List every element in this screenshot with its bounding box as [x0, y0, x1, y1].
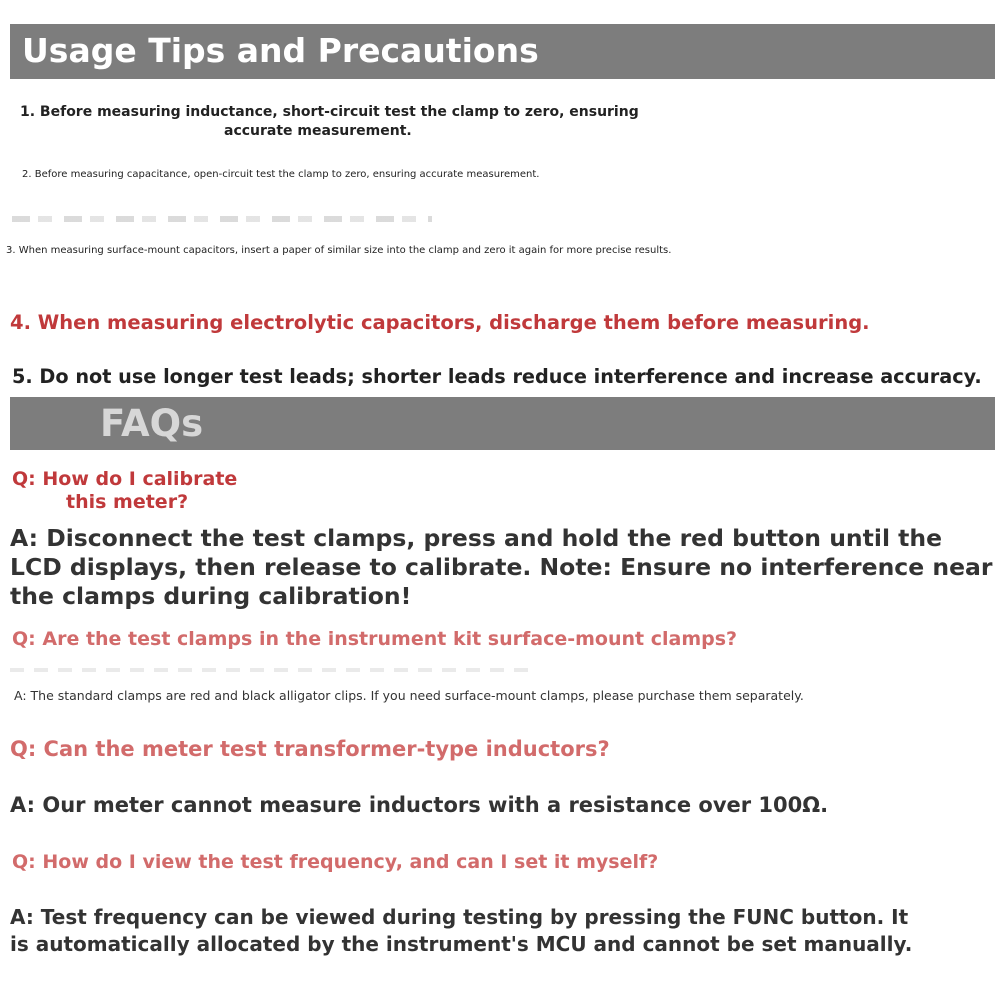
tip-5: 5. Do not use longer test leads; shorter leads reduce interference and increase accuracy. — [12, 365, 982, 388]
faq-answer-3: A: Our meter cannot measure inductors with a resistance over 100Ω. — [10, 793, 829, 817]
usage-title: Usage Tips and Precautions — [22, 31, 539, 70]
tip-1-line-2: accurate measurement. — [224, 123, 412, 139]
faq-answer-1-line-3: the clamps during calibration! — [10, 582, 412, 610]
faq-answer-4-line-2: is automatically allocated by the instrument's MCU and cannot be set manually. — [10, 932, 913, 956]
faq-question-2: Q: Are the test clamps in the instrument kit surface-mount clamps? — [12, 628, 738, 650]
faded-text-artifact-2 — [10, 668, 530, 672]
faq-question-4: Q: How do I view the test frequency, and can I set it myself? — [12, 851, 659, 873]
faq-title: FAQs — [100, 402, 204, 445]
faq-question-1-line-2: this meter? — [66, 491, 189, 513]
tip-3: 3. When measuring surface-mount capacitors, insert a paper of similar size into the clamp and zero it again for more precise results. — [6, 245, 672, 256]
faq-question-3: Q: Can the meter test transformer-type inductors? — [10, 737, 610, 761]
faq-question-1-line-1: Q: How do I calibrate — [12, 468, 238, 490]
tip-4: 4. When measuring electrolytic capacitors, discharge them before measuring. — [10, 311, 870, 334]
faded-text-artifact — [12, 216, 432, 222]
faq-answer-1-line-1: A: Disconnect the test clamps, press and hold the red button until the — [10, 524, 943, 552]
faq-answer-4-line-1: A: Test frequency can be viewed during testing by pressing the FUNC button. It — [10, 905, 909, 929]
tip-2: 2. Before measuring capacitance, open-circuit test the clamp to zero, ensuring accurate measurement. — [22, 169, 540, 180]
faq-answer-1-line-2: LCD displays, then release to calibrate. Note: Ensure no interference near — [10, 553, 993, 581]
tip-1-line-1: 1. Before measuring inductance, short-circuit test the clamp to zero, ensuring — [20, 104, 639, 120]
faq-answer-2: A: The standard clamps are red and black alligator clips. If you need surface-mount clamps, please purchase them separately. — [14, 688, 804, 703]
